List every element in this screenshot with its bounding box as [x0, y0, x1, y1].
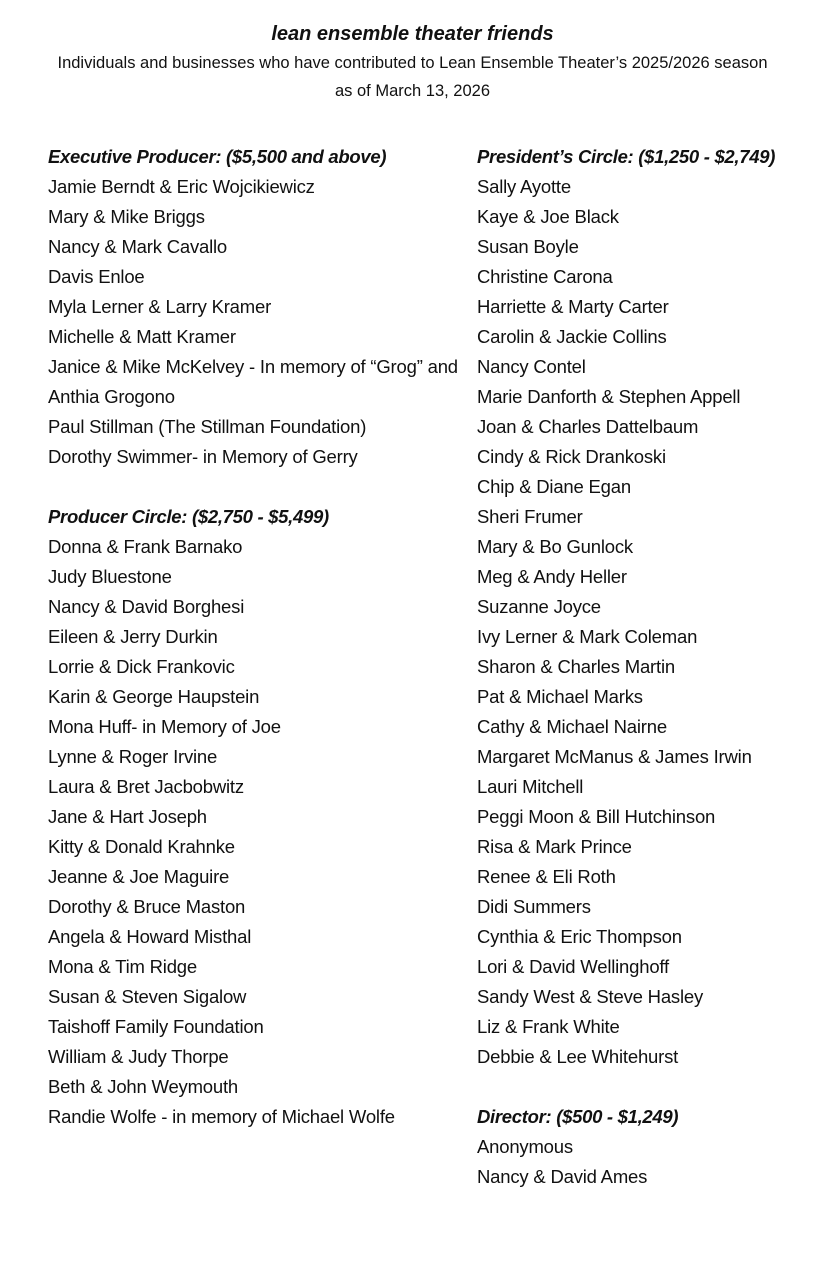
donor-name: Jeanne & Joe Maguire [48, 866, 230, 887]
donor-name: Carolin & Jackie Collins [477, 326, 667, 347]
donor-name: Lauri Mitchell [477, 776, 584, 797]
donor-name: Randie Wolfe - in memory of Michael Wolfe [48, 1106, 395, 1127]
donor-name: William & Judy Thorpe [48, 1046, 229, 1067]
donor-name: Dorothy Swimmer- in Memory of Gerry [48, 446, 358, 467]
donor-name: Myla Lerner & Larry Kramer [48, 296, 272, 317]
donor-name: Chip & Diane Egan [477, 476, 631, 497]
donor-name: Cindy & Rick Drankoski [477, 446, 666, 467]
donor-name: Didi Summers [477, 896, 591, 917]
presidents-circle-section [477, 142, 822, 1072]
donor-name: Angela & Howard Misthal [48, 926, 252, 947]
donor-name: Margaret McManus & James Irwin [477, 746, 752, 767]
producer-circle-section [48, 502, 463, 1132]
donor-name: Harriette & Marty Carter [477, 296, 669, 317]
donor-name: Karin & George Haupstein [48, 686, 260, 707]
executive-producer-section [48, 142, 463, 472]
donor-name: Lynne & Roger Irvine [48, 746, 218, 767]
donor-name: Risa & Mark Prince [477, 836, 632, 857]
donor-name: Susan & Steven Sigalow [48, 986, 247, 1007]
donor-name: Kitty & Donald Krahnke [48, 836, 235, 857]
page-header [0, 19, 825, 105]
donor-name: Nancy & Mark Cavallo [48, 236, 228, 257]
donor-name: Taishoff Family Foundation [48, 1016, 264, 1037]
donor-name: Debbie & Lee Whitehurst [477, 1046, 679, 1067]
donor-name: Christine Carona [477, 266, 613, 287]
section-heading: President’s Circle: ($1,250 - $2,749) [477, 146, 776, 167]
donor-name: Sheri Frumer [477, 506, 583, 527]
donor-name: Michelle & Matt Kramer [48, 326, 236, 347]
donor-name: Suzanne Joyce [477, 596, 601, 617]
donor-name: Mona & Tim Ridge [48, 956, 197, 977]
donor-name: Judy Bluestone [48, 566, 172, 587]
donor-name: Lori & David Wellinghoff [477, 956, 669, 977]
donor-name: Paul Stillman (The Stillman Foundation) [48, 416, 367, 437]
donor-name: Mary & Mike Briggs [48, 206, 205, 227]
donor-name: Marie Danforth & Stephen Appell [477, 386, 741, 407]
page-title: lean ensemble theater friends [271, 23, 554, 45]
donor-name: Pat & Michael Marks [477, 686, 643, 707]
right-column [477, 142, 822, 1222]
donor-name: Joan & Charles Dattelbaum [477, 416, 699, 437]
donor-name: Kaye & Joe Black [477, 206, 619, 227]
donor-name: Nancy Contel [477, 356, 586, 377]
donor-name: Jane & Hart Joseph [48, 806, 207, 827]
donor-name: Cynthia & Eric Thompson [477, 926, 682, 947]
donor-name: Ivy Lerner & Mark Coleman [477, 626, 698, 647]
section-heading: Executive Producer: ($5,500 and above) [48, 146, 387, 167]
director-section [477, 1102, 822, 1192]
donor-name: Donna & Frank Barnako [48, 536, 243, 557]
donor-name: Janice & Mike McKelvey - In memory of “Grog” and Anthia Grogono [48, 356, 458, 407]
donor-name: Cathy & Michael Nairne [477, 716, 667, 737]
donor-name: Nancy & David Ames [477, 1166, 648, 1187]
donor-name: Mary & Bo Gunlock [477, 536, 633, 557]
donor-name: Dorothy & Bruce Maston [48, 896, 246, 917]
donor-name: Nancy & David Borghesi [48, 596, 245, 617]
donor-name: Sharon & Charles Martin [477, 656, 675, 677]
section-heading: Director: ($500 - $1,249) [477, 1106, 679, 1127]
donor-name: Renee & Eli Roth [477, 866, 616, 887]
donor-name: Sally Ayotte [477, 176, 571, 197]
donor-name: Peggi Moon & Bill Hutchinson [477, 806, 716, 827]
donor-name: Liz & Frank White [477, 1016, 620, 1037]
donor-name: Lorrie & Dick Frankovic [48, 656, 235, 677]
donor-name: Laura & Bret Jacbobwitz [48, 776, 244, 797]
left-column [48, 142, 463, 1162]
donor-name: Mona Huff- in Memory of Joe [48, 716, 281, 737]
donor-name: Anonymous [477, 1136, 573, 1157]
section-heading: Producer Circle: ($2,750 - $5,499) [48, 506, 329, 527]
donor-name: Davis Enloe [48, 266, 145, 287]
donor-name: Jamie Berndt & Eric Wojcikiewicz [48, 176, 315, 197]
donor-name: Meg & Andy Heller [477, 566, 627, 587]
page-subtitle: Individuals and businesses who have contributed to Lean Ensemble Theater’s 2025/2026 season as of March 13, 2026 [57, 54, 768, 100]
donor-name: Susan Boyle [477, 236, 579, 257]
donor-name: Sandy West & Steve Hasley [477, 986, 704, 1007]
donor-name: Beth & John Weymouth [48, 1076, 239, 1097]
donor-name: Eileen & Jerry Durkin [48, 626, 218, 647]
